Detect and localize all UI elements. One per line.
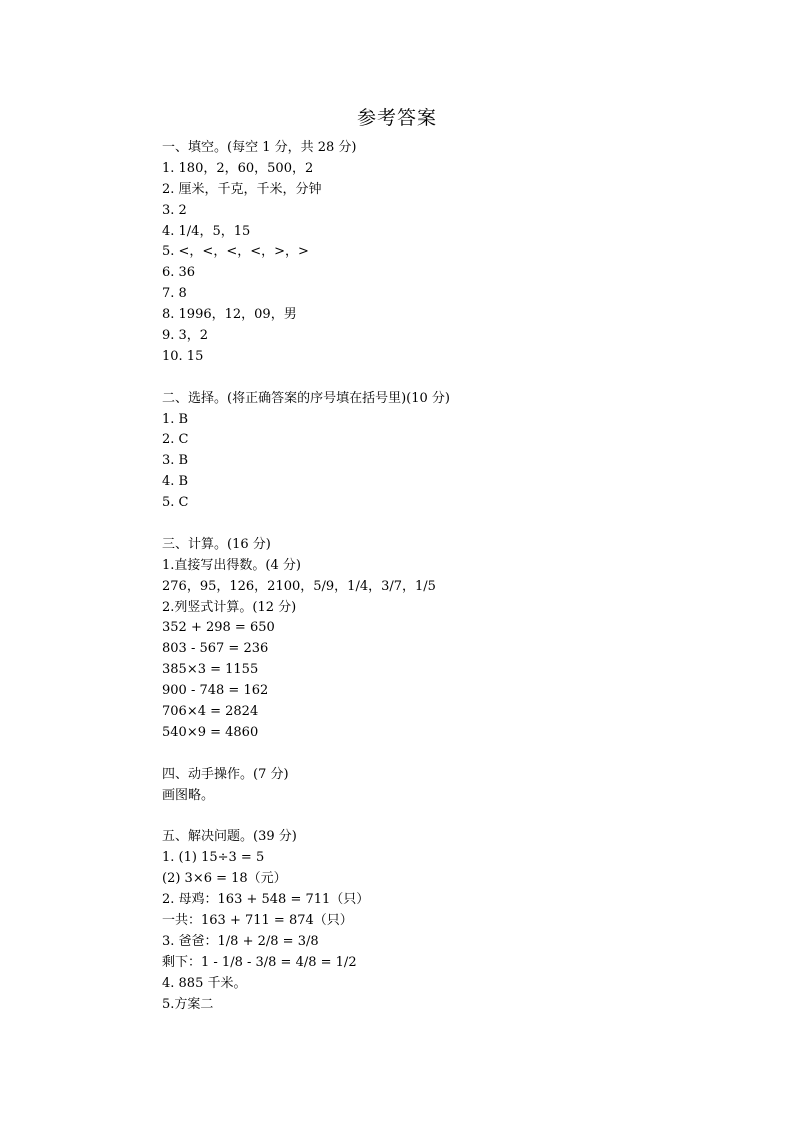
section-calculation [162,535,722,744]
section-heading: 三、计算。(16 分) [162,536,271,552]
page-title: 参考答案 [356,107,437,129]
answer-line: 9. 3，2 [162,328,209,344]
section-multiple-choice [162,389,722,514]
answer-line: 5. C [162,495,189,511]
answer-line: 3. 2 [162,202,187,218]
answer-line: 7. 8 [162,286,187,302]
answer-line: 2. 厘米，千克，千米，分钟 [162,181,322,197]
answer-line: 4. 1/4，5，15 [162,223,251,239]
answer-line: 1.直接写出得数。(4 分) [162,557,301,573]
section-hands-on [162,765,722,807]
answer-line: 3. B [162,453,189,469]
answer-line: 385×3 = 1155 [162,662,259,678]
section-spacer [162,744,722,765]
section-spacer [162,514,722,535]
answer-line: 3. 爸爸：1/8 + 2/8 = 3/8 [162,933,319,949]
answer-line: 一共：163 + 711 = 874（只） [162,912,353,928]
answer-line: 2. C [162,432,189,448]
section-heading: 一、填空。(每空 1 分，共 28 分) [162,140,357,155]
answer-line: 6. 36 [162,265,196,281]
answer-line: 276，95，126，2100，5/9，1/4，3/7，1/5 [162,578,436,594]
answer-line: 4. B [162,474,189,490]
section-spacer [162,368,722,389]
answer-line: 352 + 298 = 650 [162,620,275,636]
answer-line: 5.方案二 [162,996,214,1012]
answer-line: 540×9 = 4860 [162,724,259,740]
section-fill-in [162,138,722,368]
answer-line: 1. B [162,411,189,427]
answer-key [162,138,722,1015]
answer-line: 剩下：1 - 1/8 - 3/8 = 4/8 = 1/2 [162,954,357,970]
answer-line: 706×4 = 2824 [162,704,259,720]
answer-line: 1. (1) 15÷3 = 5 [162,850,265,866]
section-problem-solving [162,827,722,1015]
section-heading: 五、解决问题。(39 分) [162,829,297,845]
answer-line: 4. 885 千米。 [162,975,247,991]
answer-line: 2. 母鸡：163 + 548 = 711（只） [162,892,370,908]
answer-line: 803 - 567 = 236 [162,641,269,657]
answer-line: 1. 180，2，60，500，2 [162,160,314,176]
section-heading: 二、选择。(将正确答案的序号填在括号里)(10 分) [162,390,450,406]
answer-line: 10. 15 [162,348,204,364]
answer-line: 8. 1996，12，09，男 [162,307,297,323]
answer-line: 2.列竖式计算。(12 分) [162,599,297,615]
section-heading: 四、动手操作。(7 分) [162,766,289,782]
answer-line: (2) 3×6 = 18（元） [162,871,287,887]
section-spacer [162,807,722,828]
answer-line: 5. <，<，<，<，>，> [162,244,309,260]
answer-line: 画图略。 [162,787,215,803]
answer-line: 900 - 748 = 162 [162,683,269,699]
